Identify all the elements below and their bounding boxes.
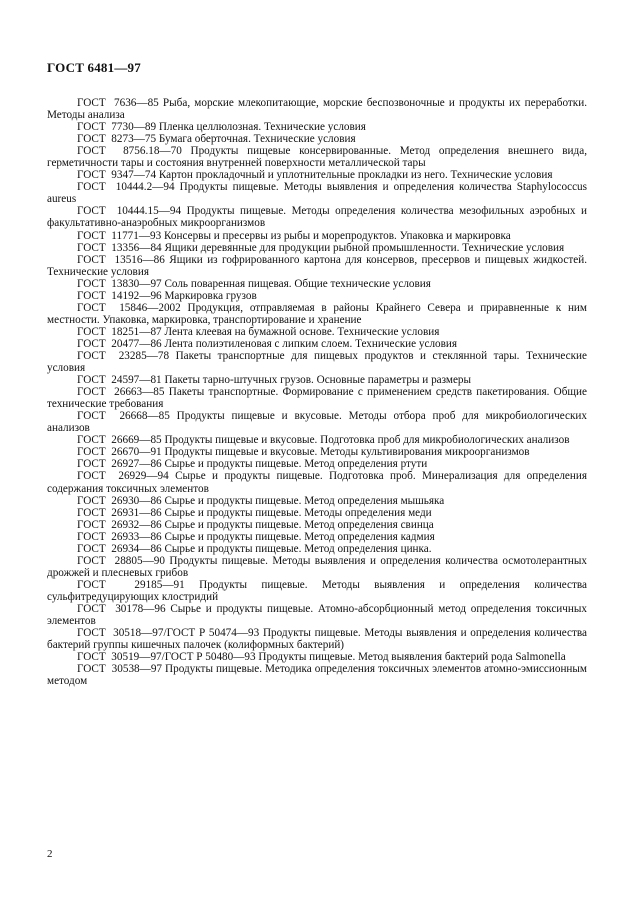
- reference-code: ГОСТ 30518—97/ГОСТ Р 50474—93: [77, 627, 260, 640]
- reference-item: [47, 446, 587, 458]
- reference-code: ГОСТ 30538—97: [77, 663, 163, 676]
- reference-title: Консервы и пресервы из рыбы и морепродуктов. Упаковка и маркировка: [164, 229, 511, 242]
- reference-title: Сырье и продукты пищевые. Методы определения меди: [164, 506, 432, 519]
- reference-item: [47, 495, 587, 507]
- reference-item: [47, 326, 587, 338]
- reference-title: Продукты пищевые. Методы выявления и определения количества сульфитредуцирующих клостридий: [47, 578, 588, 603]
- document-header: ГОСТ 6481—97: [47, 60, 141, 75]
- reference-title: Продукты пищевые. Метод выявления бактерий рода Salmonella: [258, 651, 566, 664]
- reference-code: ГОСТ 26669—85: [77, 434, 162, 447]
- reference-item: [47, 145, 587, 169]
- reference-item: [47, 181, 587, 205]
- reference-title: Пакеты транспортные. Формирование с применением средств пакетирования. Общие технические требования: [47, 386, 588, 411]
- page-number: 2: [47, 848, 53, 860]
- reference-item: [47, 374, 587, 386]
- reference-code: ГОСТ 13516—86: [77, 253, 165, 266]
- reference-code: ГОСТ 30178—96: [77, 602, 166, 615]
- reference-code: ГОСТ 14192—96: [77, 289, 162, 302]
- reference-item: [47, 278, 587, 290]
- normative-references-list: [47, 97, 587, 687]
- reference-code: ГОСТ 26930—86: [77, 494, 162, 507]
- reference-code: ГОСТ 26931—86: [77, 506, 162, 519]
- reference-code: ГОСТ 20477—86: [77, 337, 162, 350]
- reference-code: ГОСТ 26933—86: [77, 530, 162, 543]
- reference-item: [47, 290, 587, 302]
- reference-code: ГОСТ 18251—87: [77, 325, 162, 338]
- reference-title: Продукты пищевые. Методы определения количества мезофильных аэробных и факультативно-анаэробных микроорганизмов: [47, 205, 588, 230]
- reference-code: ГОСТ 26927—86: [77, 458, 162, 471]
- reference-item: [47, 386, 587, 410]
- reference-title: Ящики из гофрированного картона для консервов, пресервов и пищевых жидкостей. Технические условия: [47, 253, 588, 278]
- reference-item: [47, 242, 587, 254]
- reference-title: Сырье и продукты пищевые. Метод определения кадмия: [164, 530, 435, 543]
- reference-title: Сырье и продукты пищевые. Подготовка проб. Минерализация для определения содержания токсичных элементов: [47, 470, 587, 495]
- reference-title: Продукты пищевые и вкусовые. Методы отбора проб для микробиологических анализов: [47, 410, 588, 435]
- reference-item: [47, 458, 587, 470]
- reference-code: ГОСТ 29185—91: [77, 578, 185, 591]
- reference-title: Маркировка грузов: [164, 289, 257, 302]
- reference-item: [47, 97, 587, 121]
- reference-title: Соль поваренная пищевая. Общие технические условия: [164, 277, 431, 290]
- reference-item: [47, 338, 587, 350]
- reference-title: Продукты пищевые. Методы выявления и определения количества Staphylococcus aureus: [47, 181, 587, 206]
- reference-title: Пакеты транспортные для пищевых продуктов и стеклянной тары. Технические условия: [47, 349, 587, 375]
- reference-code: ГОСТ 13830—97: [77, 277, 162, 290]
- reference-title: Пленка целлюлозная. Технические условия: [158, 121, 366, 134]
- reference-code: ГОСТ 26663—85: [77, 386, 165, 399]
- reference-item: [47, 410, 587, 434]
- reference-item: [47, 507, 587, 519]
- reference-item: [47, 531, 587, 543]
- reference-code: ГОСТ 26668—85: [77, 410, 170, 423]
- reference-title: Продукты пищевые. Методы выявления и определения количества осмотолерантных дрожжей и плесневых грибов: [47, 554, 587, 579]
- reference-item: [47, 519, 587, 531]
- reference-title: Пакеты тарно-штучных грузов. Основные параметры и размеры: [164, 374, 472, 387]
- reference-title: Сырье и продукты пищевые. Метод определения свинца: [164, 518, 434, 531]
- reference-code: ГОСТ 11771—93: [77, 229, 162, 242]
- reference-code: ГОСТ 10444.15—94: [77, 205, 182, 218]
- reference-title: Продукция, отправляемая в районы Крайнего Севера и приравненные к ним местности. Упаковка, маркировка, транспортирование и хранение: [47, 301, 587, 326]
- reference-code: ГОСТ 15846—2002: [77, 301, 181, 314]
- reference-item: [47, 627, 587, 651]
- reference-title: Продукты пищевые консервированные. Метод определения внешнего вида, герметичности тары и состояния внутренней поверхности металлической тары: [47, 145, 587, 170]
- reference-code: ГОСТ 26934—86: [77, 542, 162, 555]
- reference-title: Сырье и продукты пищевые. Метод определения цинка.: [164, 542, 432, 555]
- reference-item: [47, 434, 587, 446]
- reference-code: ГОСТ 24597—81: [77, 374, 162, 387]
- reference-item: [47, 302, 587, 326]
- reference-title: Сырье и продукты пищевые. Метод определения мышьяка: [164, 494, 445, 507]
- reference-code: ГОСТ 7730—89: [77, 121, 157, 134]
- reference-code: ГОСТ 26932—86: [77, 518, 162, 531]
- reference-title: Рыба, морские млекопитающие, морские беспозвоночные и продукты их переработки. Методы анализа: [47, 97, 588, 122]
- reference-title: Продукты пищевые и вкусовые. Методы культивирования микроорганизмов: [164, 446, 530, 459]
- reference-code: ГОСТ 28805—90: [77, 554, 165, 567]
- reference-code: ГОСТ 26670—91: [77, 446, 162, 459]
- reference-code: ГОСТ 30519—97/ГОСТ Р 50480—93: [77, 651, 256, 664]
- reference-title: Продукты пищевые и вкусовые. Подготовка проб для микробиологических анализов: [164, 434, 570, 447]
- reference-code: ГОСТ 10444.2—94: [77, 181, 175, 194]
- reference-title: Лента клеевая на бумажной основе. Технические условия: [164, 325, 440, 338]
- reference-title: Лента полиэтиленовая с липким слоем. Технические условия: [164, 337, 458, 350]
- reference-item: [47, 555, 587, 579]
- reference-title: Продукты пищевые. Методы выявления и определения количества бактерий группы кишечных палочек (колиформных бактерий): [47, 627, 588, 652]
- reference-item: [47, 603, 587, 627]
- reference-code: ГОСТ 23285—78: [77, 349, 170, 362]
- reference-item: [47, 663, 587, 687]
- reference-item: [47, 651, 587, 663]
- reference-item: [47, 470, 587, 494]
- reference-code: ГОСТ 9347—74: [77, 169, 157, 182]
- reference-title: Продукты пищевые. Методика определения токсичных элементов атомно-эмиссионным методом: [47, 663, 588, 688]
- reference-code: ГОСТ 7636—85: [77, 97, 159, 109]
- reference-code: ГОСТ 8756.18—70: [77, 145, 182, 158]
- reference-item: [47, 133, 587, 145]
- reference-title: Бумага оберточная. Технические условия: [158, 133, 356, 146]
- reference-item: [47, 121, 587, 133]
- reference-item: [47, 543, 587, 555]
- reference-item: [47, 205, 587, 229]
- reference-code: ГОСТ 8273—75: [77, 133, 157, 146]
- reference-title: Картон прокладочный и уплотнительные прокладки из него. Технические условия: [158, 169, 553, 182]
- reference-item: [47, 254, 587, 278]
- reference-title: Ящики деревянные для продукции рыбной промышленности. Технические условия: [164, 241, 565, 254]
- reference-item: [47, 169, 587, 181]
- reference-code: ГОСТ 13356—84: [77, 241, 162, 254]
- reference-item: [47, 350, 587, 374]
- reference-item: [47, 579, 587, 603]
- reference-code: ГОСТ 26929—94: [77, 470, 169, 483]
- reference-item: [47, 230, 587, 242]
- reference-title: Сырье и продукты пищевые. Атомно-абсорбционный метод определения токсичных элементов: [47, 602, 588, 628]
- reference-title: Сырье и продукты пищевые. Метод определения ртути: [164, 458, 428, 471]
